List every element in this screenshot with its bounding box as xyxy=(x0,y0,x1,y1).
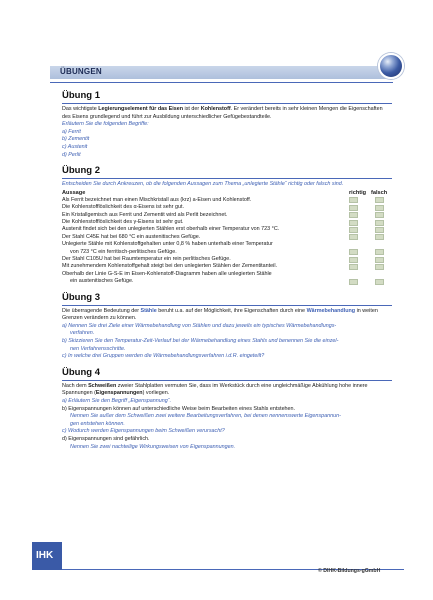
false-checkbox[interactable] xyxy=(375,197,384,203)
exercise-3 xyxy=(62,292,392,361)
keyword: Wärmebehandlung xyxy=(306,307,356,314)
exercise-4-rule xyxy=(62,380,392,381)
globe-icon xyxy=(378,53,404,79)
exercise-4-task-a: a) Erläutern Sie den Begriff „Eigenspannung“. xyxy=(62,397,172,404)
false-checkbox[interactable] xyxy=(375,279,384,285)
statement-text: Die Kohlenstofflöslichkeit des α-Eisens ist sehr gut. xyxy=(62,204,184,211)
exercise-1-item-c: c) Austenit xyxy=(62,143,88,150)
true-checkbox[interactable] xyxy=(349,264,358,270)
exercise-3-task-c: c) In welche drei Gruppen werden die Wärmebehandlungsverfahren i.d.R. eingeteilt? xyxy=(62,353,265,360)
intro-text: ist der xyxy=(183,106,201,112)
exercise-1-task: Erläutern Sie die folgenden Begriffe: xyxy=(62,121,149,128)
statement-row xyxy=(62,234,392,241)
keyword: Kohlenstoff xyxy=(200,106,231,112)
col-true: richtig xyxy=(349,189,367,196)
keyword: Legierungselement für das Eisen xyxy=(98,106,184,112)
intro-text: Die überragende Bedeutung der xyxy=(62,307,141,314)
exercise-4-task-b-cont: gen entstehen können. xyxy=(70,420,125,427)
intro-text: Nach dem xyxy=(62,382,89,389)
false-checkbox[interactable] xyxy=(375,234,384,240)
statement-text: Ein Kristallgemisch aus Ferrit und Zementit wird als Perlit bezeichnet. xyxy=(62,211,228,218)
exercise-3-task-a-cont: verfahren. xyxy=(70,330,95,337)
exercise-1-intro xyxy=(62,106,392,121)
false-checkbox[interactable] xyxy=(375,220,384,226)
true-checkbox[interactable] xyxy=(349,227,358,233)
intro-text: zweier Stahlplatten vermuten Sie, dass im Werkstück durch eine ungleichmäßige Abkühlung hohe innere Spannungen ( xyxy=(62,382,368,397)
true-checkbox[interactable] xyxy=(349,220,358,226)
statement-row xyxy=(62,271,392,278)
intro-text: in weiten Grenzen verändern zu können. xyxy=(62,307,378,322)
false-checkbox[interactable] xyxy=(375,205,384,211)
statement-row xyxy=(62,197,392,204)
statement-table-header xyxy=(62,189,392,197)
false-checkbox[interactable] xyxy=(375,212,384,218)
exercise-4-intro xyxy=(62,383,392,398)
statement-row xyxy=(62,256,392,263)
true-checkbox[interactable] xyxy=(349,234,358,240)
exercise-1-item-b: b) Zementit xyxy=(62,136,90,143)
true-checkbox[interactable] xyxy=(349,257,358,263)
copyright: © DIHK-Bildungs-gGmbH xyxy=(318,568,381,574)
exercise-1 xyxy=(62,90,392,159)
col-statement: Aussage xyxy=(62,189,86,196)
statement-row xyxy=(62,241,392,248)
false-checkbox[interactable] xyxy=(375,227,384,233)
exercise-1-rule xyxy=(62,103,392,104)
intro-text: Das wichtigste xyxy=(62,106,99,112)
exercise-4 xyxy=(62,367,392,451)
false-checkbox[interactable] xyxy=(375,249,384,255)
statement-row xyxy=(62,204,392,211)
intro-text: beruht u.a. auf der Möglichkeit, ihre Eigenschaften durch eine xyxy=(156,307,307,314)
exercise-2 xyxy=(62,165,392,285)
col-false: falsch xyxy=(371,189,388,196)
statement-text: Als Ferrit bezeichnet man einen Mischkristall aus (krz) a-Eisen und Kohlenstoff. xyxy=(62,196,252,203)
exercise-4-item-b: b) Eigenspannungen können auf unterschiedliche Weise beim Bearbeiten eines Stahls entstehen. xyxy=(62,405,296,412)
statement-row xyxy=(62,263,392,270)
exercise-3-intro xyxy=(62,308,392,323)
exercise-content xyxy=(62,90,392,451)
true-checkbox[interactable] xyxy=(349,212,358,218)
exercise-2-task: Entscheiden Sie durch Ankreuzen, ob die folgenden Aussagen zum Thema „unlegierte Stähle“ richtig oder falsch sind. xyxy=(62,181,344,188)
ihk-logo xyxy=(32,542,62,570)
statement-text: Oberhalb der Linie G-S-E im Eisen-Kohlenstoff-Diagramm haben alle unlegierten Stähle xyxy=(62,270,272,277)
exercise-1-item-a: a) Ferrit xyxy=(62,128,81,135)
exercise-3-task-b-cont: nen Verfahrensschritte. xyxy=(70,345,126,352)
exercise-2-title: Übung 2 xyxy=(62,165,100,177)
exercise-3-task-b: b) Skizzieren Sie den Temperatur-Zeit-Verlauf bei der Wärmebehandlung eines Stahls und benennen Sie die einzel- xyxy=(62,338,339,344)
exercise-3-rule xyxy=(62,305,392,306)
exercise-4-task-d: Nennen Sie zwei nachteilige Wirkungsweisen von Eigenspannungen. xyxy=(70,443,236,450)
keyword: Stähle xyxy=(140,307,157,314)
statement-text: Unlegierte Stähle mit Kohlenstoffgehalten unter 0,8 % haben unterhalb einer Temperatur xyxy=(62,241,273,248)
exercise-4-task-b: Nennen Sie außer dem Schweißen zwei weitere Bearbeitungsverfahren, bei denen nennenswerte Eigenspannun- xyxy=(70,413,341,420)
header-divider xyxy=(50,82,393,83)
exercise-4-item-d: d) Eigenspannungen sind gefährlich. xyxy=(62,435,150,442)
exercise-1-item-d: d) Perlit xyxy=(62,151,81,158)
statement-row xyxy=(62,278,392,285)
exercise-4-title: Übung 4 xyxy=(62,366,100,378)
false-checkbox[interactable] xyxy=(375,264,384,270)
statement-row xyxy=(62,219,392,226)
intro-text: ) vorliegen. xyxy=(142,390,170,397)
page-header-title: ÜBUNGEN xyxy=(60,67,102,76)
false-checkbox[interactable] xyxy=(375,257,384,263)
keyword: Schweißen xyxy=(88,382,117,389)
exercise-2-rule xyxy=(62,178,392,179)
statement-text: von 723 °C ein ferritisch-perlitisches Gefüge. xyxy=(70,248,177,255)
statement-text: Der Stahl C105U hat bei Raumtemperatur ein rein perlitisches Gefüge. xyxy=(62,256,231,262)
statement-row xyxy=(62,226,392,233)
true-checkbox[interactable] xyxy=(349,205,358,211)
true-checkbox[interactable] xyxy=(349,249,358,255)
statement-text: ein austenitisches Gefüge. xyxy=(70,278,134,285)
statement-text: Die Kohlenstofflöslichkeit des γ-Eisens ist sehr gut. xyxy=(62,218,184,225)
ihk-logo-text: IHK xyxy=(36,550,54,561)
keyword: Eigenspannungen xyxy=(95,390,143,397)
true-checkbox[interactable] xyxy=(349,197,358,203)
statement-text: Mit zunehmendem Kohlenstoffgehalt steigt bei den unlegierten Stählen der Zementitanteil. xyxy=(62,263,278,270)
exercise-3-task-a: a) Nennen Sie drei Ziele einer Wärmebehandlung von Stählen und dazu jeweils ein typisches Wärmebehandlungs- xyxy=(62,322,337,329)
statement-row xyxy=(62,249,392,256)
exercise-4-task-c: c) Wodurch werden Eigenspannungen beim Schweißen verursacht? xyxy=(62,428,225,435)
statement-text: Austenit findet sich bei den unlegierten Stählen erst oberhalb einer Temperatur von 723 °C. xyxy=(62,226,280,233)
statement-text: Der Stahl C45E hat bei 680 °C ein austenitisches Gefüge. xyxy=(62,233,201,240)
exercise-3-title: Übung 3 xyxy=(62,291,100,303)
true-checkbox[interactable] xyxy=(349,279,358,285)
top-band xyxy=(0,0,433,56)
exercise-1-title: Übung 1 xyxy=(62,90,100,101)
intro-text: . Er verändert bereits in sehr kleinen Mengen die Eigenschaften des Eisens grundlegend und führt zur Ausbildung unterschiedlicher Gefügebestandteile. xyxy=(62,106,383,120)
statement-row xyxy=(62,212,392,219)
